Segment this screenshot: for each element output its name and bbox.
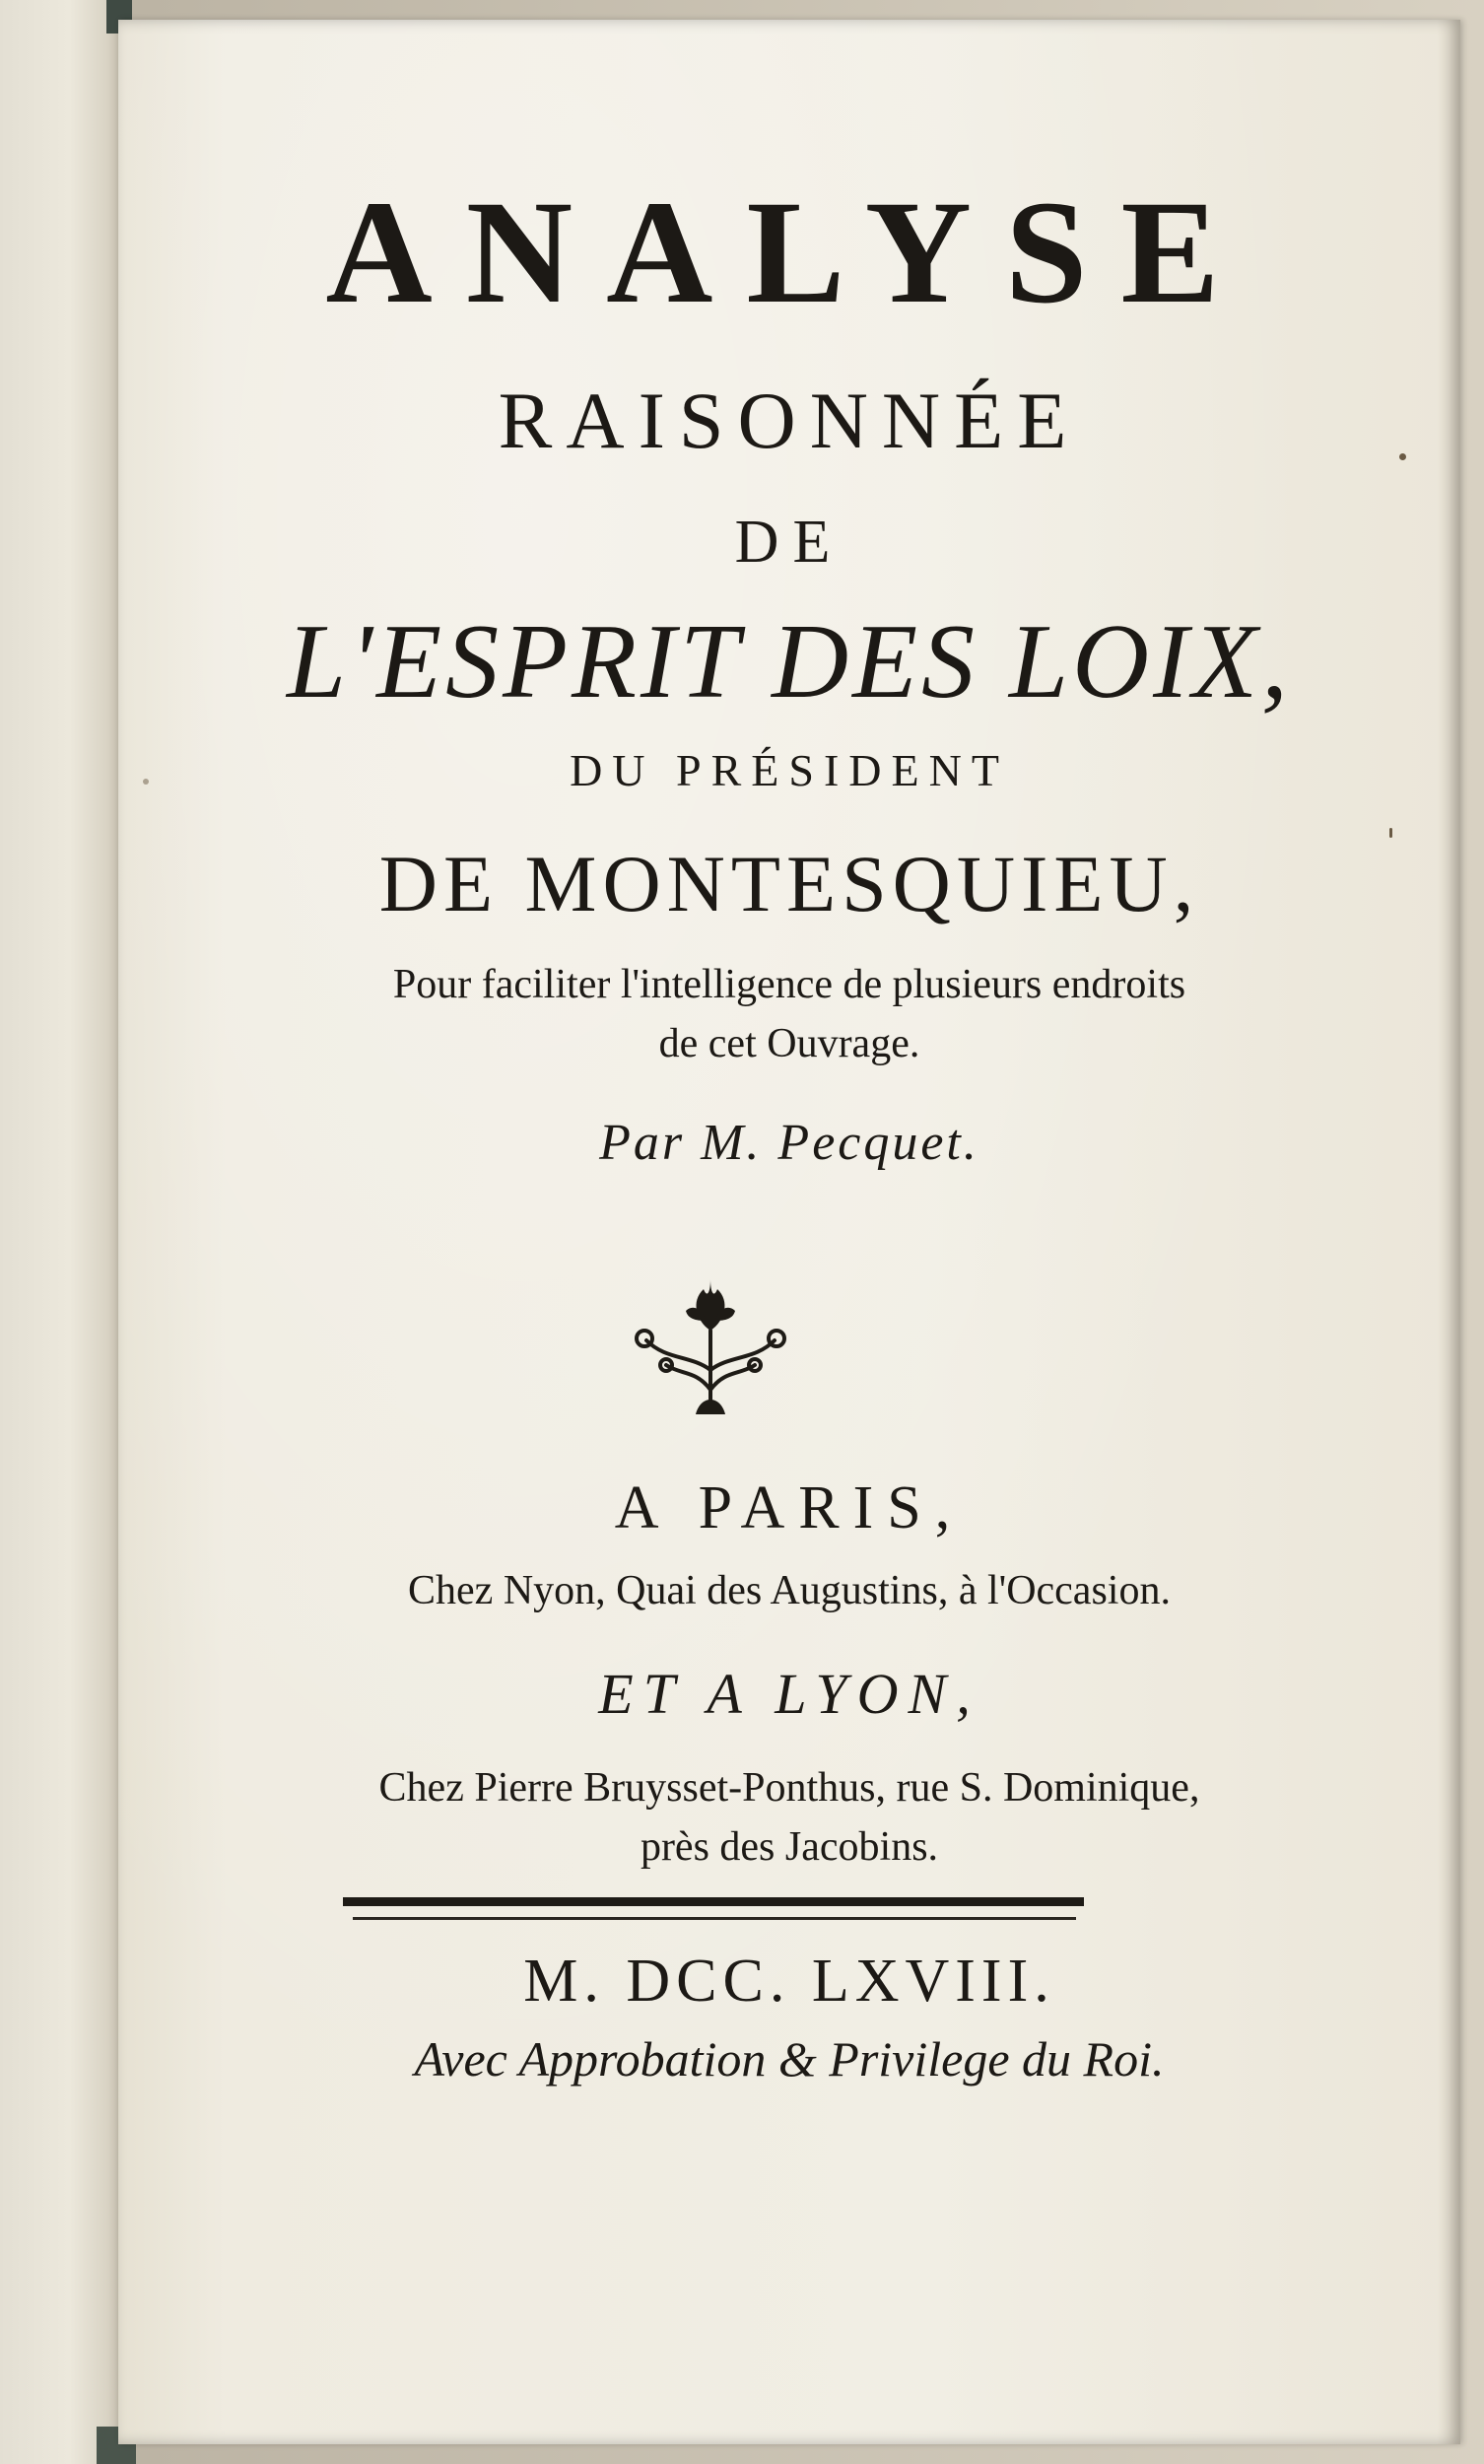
subtitle: RAISONNÉE (498, 376, 1081, 465)
publisher-lyon-address: près des Jacobins. (640, 1824, 939, 1870)
double-rule-thin (353, 1917, 1076, 1920)
author-line: DE MONTESQUIEU, (378, 839, 1200, 928)
title-page (118, 20, 1460, 2444)
double-rule-thick (343, 1897, 1084, 1906)
by-line: Par M. Pecquet. (599, 1115, 979, 1171)
purpose-line-1: Pour faciliter l'intelligence de plusieurs endroits (392, 962, 1186, 1007)
publisher-lyon: Chez Pierre Bruysset-Ponthus, rue S. Dominique, (378, 1765, 1200, 1811)
purpose-line-2: de cet Ouvrage. (658, 1021, 920, 1066)
publisher-paris: Chez Nyon, Quai des Augustins, à l'Occasion. (408, 1568, 1171, 1613)
imprint-date: M. DCC. LXVIII. (523, 1948, 1055, 2015)
facing-flyleaf (0, 0, 126, 2464)
foxing-speck (1399, 453, 1406, 460)
city-paris: A PARIS, (614, 1474, 965, 1541)
foxing-speck (1389, 828, 1392, 838)
title-connector: DE (734, 509, 844, 576)
privilege-line: Avec Approbation & Privilege du Roi. (414, 2031, 1165, 2087)
floral-ornament-icon (627, 1271, 794, 1419)
president-line: DU PRÉSIDENT (570, 745, 1009, 795)
work-title: L'ESPRIT DES LOIX, (286, 603, 1293, 720)
foxing-speck (143, 779, 149, 785)
main-title: ANALYSE (325, 171, 1253, 334)
city-lyon: ET A LYON, (598, 1662, 980, 1726)
